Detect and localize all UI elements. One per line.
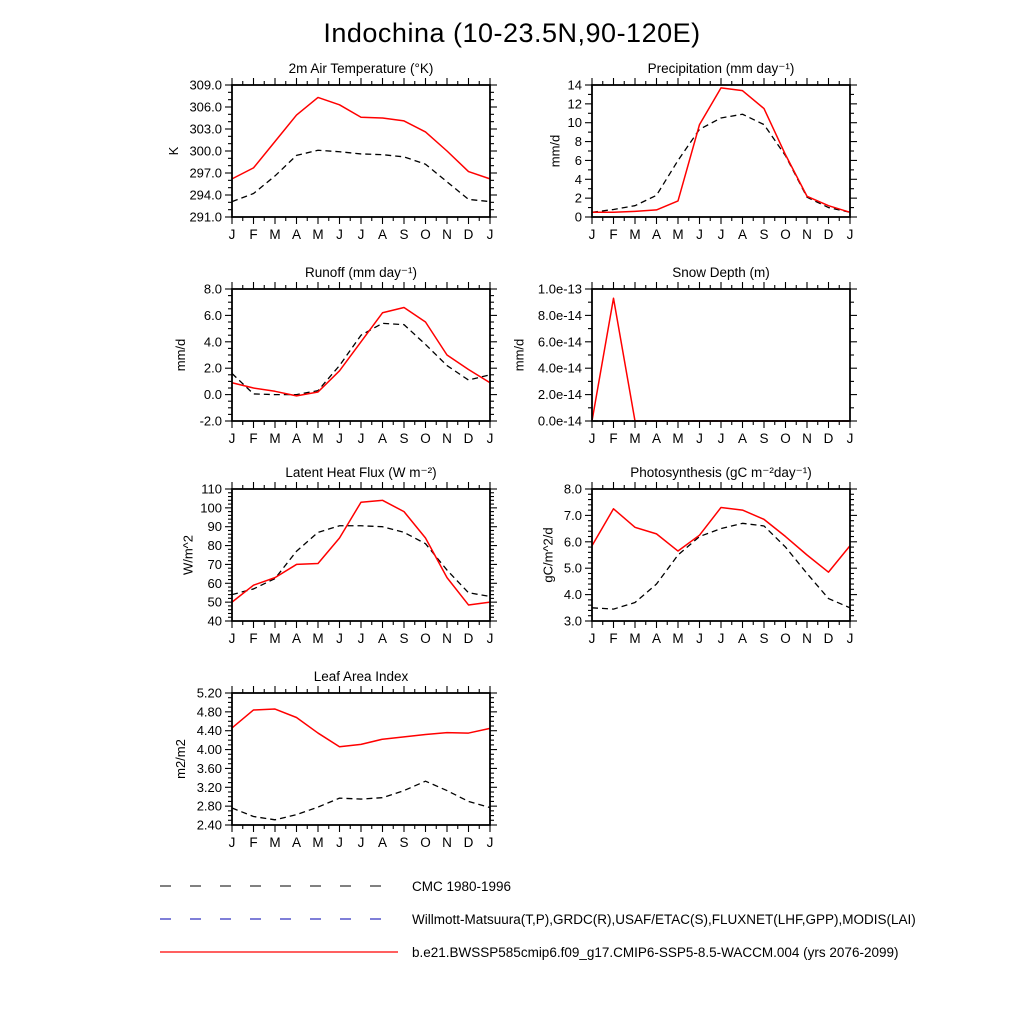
- y-tick-label: 6.0e-14: [537, 334, 582, 350]
- x-tick-label: J: [357, 631, 365, 646]
- x-tick-label: A: [737, 431, 748, 446]
- y-tick-label: 2.40: [196, 817, 222, 833]
- y-tick-label: 6.0: [563, 534, 582, 550]
- axis-ticks: [585, 482, 857, 628]
- x-tick-label: S: [399, 227, 409, 242]
- y-axis-label: mm/d: [547, 134, 563, 168]
- x-tick-label: M: [269, 835, 281, 850]
- y-tick-label: 60: [207, 575, 222, 591]
- chart-precipitation: [512, 55, 862, 260]
- x-tick-label: J: [588, 631, 596, 646]
- chart-canvas-latent-heat-flux: [152, 459, 502, 659]
- chart-title: Latent Heat Flux (W m⁻²): [285, 465, 437, 480]
- plot-frame: [592, 489, 850, 621]
- axis-ticks: [585, 282, 857, 428]
- x-tick-label: F: [609, 227, 618, 242]
- x-tick-label: A: [291, 227, 302, 242]
- x-tick-label: M: [629, 227, 641, 242]
- x-tick-label: D: [823, 631, 834, 646]
- x-tick-label: A: [651, 431, 662, 446]
- x-tick-label: M: [312, 835, 324, 850]
- y-tick-label: 306.0: [189, 99, 222, 115]
- x-tick-label: S: [759, 227, 769, 242]
- y-tick-label: 0: [574, 209, 582, 225]
- chart-title: Runoff (mm day⁻¹): [305, 265, 417, 280]
- y-tick-label: 5.20: [196, 685, 222, 701]
- plot-frame: [232, 289, 490, 421]
- x-tick-label: A: [737, 227, 748, 242]
- x-tick-label: J: [486, 631, 494, 646]
- y-tick-label: 3.60: [196, 760, 222, 776]
- x-tick-label: A: [377, 631, 388, 646]
- x-tick-label: J: [846, 227, 854, 242]
- y-tick-label: 110: [201, 481, 222, 497]
- y-tick-label: 2.80: [196, 798, 222, 814]
- y-tick-label: 4.00: [196, 742, 222, 758]
- y-tick-label: 4.0: [203, 334, 222, 350]
- y-tick-label: 70: [207, 556, 222, 572]
- legend-label: Willmott-Matsuura(T,P),GRDC(R),USAF/ETAC(S),FLUXNET(LHF,GPP),MODIS(LAI): [412, 911, 916, 927]
- x-tick-label: S: [399, 431, 409, 446]
- legend-entry: [158, 879, 916, 893]
- y-tick-label: 6: [574, 152, 582, 168]
- x-tick-label: O: [780, 227, 791, 242]
- chart-canvas-runoff: [152, 259, 502, 459]
- y-tick-label: 291.0: [189, 209, 222, 225]
- series-model-line: [232, 500, 490, 605]
- x-tick-label: J: [228, 431, 236, 446]
- x-tick-label: N: [802, 431, 812, 446]
- x-tick-label: A: [291, 431, 302, 446]
- x-tick-label: N: [442, 227, 452, 242]
- y-tick-label: 7.0: [563, 507, 582, 523]
- y-tick-label: 5.0: [563, 560, 582, 576]
- y-tick-label: 14: [567, 77, 582, 93]
- y-tick-label: 8: [574, 134, 582, 150]
- x-tick-label: J: [588, 227, 596, 242]
- x-tick-label: D: [463, 835, 474, 850]
- x-tick-label: D: [463, 631, 474, 646]
- x-tick-label: M: [269, 431, 281, 446]
- chart-runoff: [152, 259, 502, 464]
- legend-line-dashed-icon: [158, 880, 400, 892]
- x-tick-label: S: [759, 631, 769, 646]
- y-tick-label: 90: [207, 519, 222, 535]
- x-tick-label: J: [336, 431, 343, 446]
- x-tick-label: A: [651, 631, 662, 646]
- x-tick-label: F: [609, 431, 618, 446]
- x-tick-label: O: [780, 631, 791, 646]
- x-tick-label: J: [696, 631, 703, 646]
- chart-latent-heat-flux: [152, 459, 502, 664]
- y-tick-label: 40: [207, 613, 222, 629]
- series-obs-line: [232, 150, 490, 201]
- x-tick-label: J: [696, 227, 703, 242]
- y-tick-label: 4.0: [563, 587, 582, 603]
- y-tick-labels: [564, 482, 582, 629]
- chart-canvas-snow-depth: [512, 259, 862, 459]
- chart-leaf-area-index: [152, 663, 502, 868]
- x-tick-label: M: [269, 227, 281, 242]
- x-tick-labels: [229, 835, 494, 850]
- x-tick-label: M: [312, 431, 324, 446]
- x-tick-label: D: [823, 227, 834, 242]
- axis-ticks: [225, 686, 497, 832]
- legend-entry: [158, 945, 916, 959]
- x-tick-label: J: [228, 631, 236, 646]
- y-tick-labels: [189, 78, 222, 225]
- y-tick-label: 2: [574, 190, 582, 206]
- series-obs-line: [232, 526, 490, 597]
- x-tick-label: F: [249, 835, 258, 850]
- x-tick-label: F: [249, 631, 258, 646]
- y-tick-label: 4.40: [196, 723, 222, 739]
- series-obs-line: [232, 781, 490, 820]
- y-tick-labels: [200, 282, 222, 429]
- y-tick-label: 294.0: [189, 187, 222, 203]
- axis-ticks: [225, 78, 497, 224]
- x-tick-label: N: [442, 835, 452, 850]
- x-tick-label: O: [420, 631, 431, 646]
- legend-line-solid-icon: [158, 946, 400, 958]
- x-tick-label: F: [249, 227, 258, 242]
- x-tick-label: M: [312, 227, 324, 242]
- x-tick-label: J: [717, 631, 725, 646]
- y-tick-labels: [538, 282, 582, 429]
- chart-snow-depth: [512, 259, 862, 464]
- x-tick-label: J: [588, 431, 596, 446]
- x-tick-label: M: [672, 227, 684, 242]
- x-tick-label: M: [672, 631, 684, 646]
- x-tick-label: D: [463, 227, 474, 242]
- x-tick-label: J: [336, 631, 343, 646]
- x-tick-label: J: [357, 835, 365, 850]
- y-tick-label: 2.0: [203, 360, 222, 376]
- y-tick-label: 0.0: [203, 387, 222, 403]
- y-tick-labels: [200, 482, 222, 629]
- legend-label: CMC 1980-1996: [412, 878, 512, 894]
- series-model-line: [592, 507, 850, 572]
- legend-entry: [158, 912, 916, 926]
- chart-title: Precipitation (mm day⁻¹): [647, 61, 795, 76]
- x-tick-label: O: [420, 227, 431, 242]
- y-tick-labels: [568, 78, 582, 225]
- plot-frame: [232, 85, 490, 217]
- x-tick-label: D: [823, 431, 834, 446]
- x-tick-label: J: [228, 227, 236, 242]
- x-tick-label: A: [291, 631, 302, 646]
- plot-frame: [232, 693, 490, 825]
- y-tick-label: 4.80: [196, 704, 222, 720]
- chart-photosynthesis: [512, 459, 862, 664]
- series-model-line: [592, 298, 850, 421]
- x-tick-label: J: [717, 227, 725, 242]
- x-tick-label: F: [249, 431, 258, 446]
- chart-canvas-air-temperature: [152, 55, 502, 255]
- x-tick-label: J: [336, 835, 343, 850]
- y-axis-label: mm/d: [512, 338, 527, 372]
- x-tick-label: J: [846, 431, 854, 446]
- y-tick-label: 2.0e-14: [537, 387, 582, 403]
- chart-title: Photosynthesis (gC m⁻²day⁻¹): [630, 465, 812, 480]
- y-tick-label: 1.0e-13: [537, 281, 582, 297]
- x-tick-label: A: [291, 835, 302, 850]
- y-tick-label: 0.0e-14: [537, 413, 582, 429]
- legend: [158, 879, 916, 978]
- x-tick-label: A: [737, 631, 748, 646]
- y-tick-label: 6.0: [203, 307, 222, 323]
- chart-canvas-leaf-area-index: [152, 663, 502, 863]
- x-tick-label: S: [399, 835, 409, 850]
- axis-ticks: [225, 482, 497, 628]
- y-tick-label: 80: [207, 538, 222, 554]
- y-axis-label: gC/m^2/d: [540, 527, 556, 583]
- chart-canvas-photosynthesis: [512, 459, 862, 659]
- x-tick-label: J: [357, 431, 365, 446]
- x-tick-label: J: [357, 227, 365, 242]
- x-tick-label: O: [780, 431, 791, 446]
- y-tick-label: -2.0: [199, 413, 222, 429]
- x-tick-label: N: [442, 631, 452, 646]
- x-tick-labels: [589, 227, 854, 242]
- legend-label: b.e21.BWSSP585cmip6.f09_g17.CMIP6-SSP5-8.5-WACCM.004 (yrs 2076-2099): [412, 944, 899, 960]
- x-tick-label: F: [609, 631, 618, 646]
- chart-air-temperature: [152, 55, 502, 260]
- x-tick-labels: [589, 631, 854, 646]
- x-tick-label: M: [629, 431, 641, 446]
- x-tick-label: A: [651, 227, 662, 242]
- y-tick-label: 12: [567, 96, 582, 112]
- y-axis-label: K: [166, 146, 181, 156]
- x-tick-label: A: [377, 431, 388, 446]
- chart-title: Snow Depth (m): [672, 265, 770, 280]
- y-tick-label: 3.20: [196, 779, 222, 795]
- x-tick-label: J: [846, 631, 854, 646]
- x-tick-label: J: [228, 835, 236, 850]
- x-tick-label: J: [486, 431, 494, 446]
- legend-line-dashed-icon: [158, 913, 400, 925]
- y-tick-label: 8.0e-14: [537, 307, 582, 323]
- x-tick-label: D: [463, 431, 474, 446]
- series-model-line: [232, 307, 490, 395]
- x-tick-label: N: [442, 431, 452, 446]
- x-tick-label: N: [802, 227, 812, 242]
- x-tick-label: N: [802, 631, 812, 646]
- series-model-line: [232, 709, 490, 747]
- x-tick-label: O: [420, 431, 431, 446]
- series-model-line: [232, 97, 490, 178]
- x-tick-labels: [229, 631, 494, 646]
- chart-title: 2m Air Temperature (°K): [288, 61, 434, 76]
- y-tick-label: 309.0: [189, 77, 222, 93]
- x-tick-label: S: [759, 431, 769, 446]
- x-tick-label: J: [717, 431, 725, 446]
- x-tick-label: J: [486, 835, 494, 850]
- plot-frame: [592, 85, 850, 217]
- x-tick-labels: [229, 227, 494, 242]
- y-tick-label: 300.0: [189, 143, 222, 159]
- plot-frame: [592, 289, 850, 421]
- x-tick-label: M: [312, 631, 324, 646]
- x-tick-label: S: [399, 631, 409, 646]
- y-tick-labels: [197, 686, 222, 833]
- y-tick-label: 100: [200, 500, 222, 516]
- y-tick-label: 10: [567, 115, 582, 131]
- x-tick-label: A: [377, 227, 388, 242]
- y-tick-label: 3.0: [563, 613, 582, 629]
- y-tick-label: 50: [207, 594, 222, 610]
- y-tick-label: 4.0e-14: [537, 360, 582, 376]
- x-tick-label: J: [696, 431, 703, 446]
- x-tick-label: J: [486, 227, 494, 242]
- y-tick-label: 8.0: [203, 281, 222, 297]
- series-model-line: [592, 88, 850, 212]
- x-tick-label: O: [420, 835, 431, 850]
- chart-canvas-precipitation: [512, 55, 862, 255]
- series-obs-line: [232, 323, 490, 394]
- x-tick-label: A: [377, 835, 388, 850]
- x-tick-labels: [229, 431, 494, 446]
- y-axis-label: W/m^2: [180, 534, 196, 576]
- y-axis-label: mm/d: [173, 338, 189, 372]
- y-tick-label: 303.0: [189, 121, 222, 137]
- y-tick-label: 8.0: [563, 481, 582, 497]
- page-title: Indochina (10-23.5N,90-120E): [323, 18, 701, 48]
- x-tick-label: M: [269, 631, 281, 646]
- x-tick-label: M: [672, 431, 684, 446]
- y-tick-label: 4: [574, 171, 582, 187]
- plot-frame: [232, 489, 490, 621]
- axis-ticks: [225, 282, 497, 428]
- series-obs-line: [592, 523, 850, 609]
- x-tick-labels: [589, 431, 854, 446]
- y-axis-label: m2/m2: [173, 739, 189, 779]
- x-tick-label: M: [629, 631, 641, 646]
- chart-title: Leaf Area Index: [313, 669, 409, 684]
- x-tick-label: J: [336, 227, 343, 242]
- y-tick-label: 297.0: [189, 165, 222, 181]
